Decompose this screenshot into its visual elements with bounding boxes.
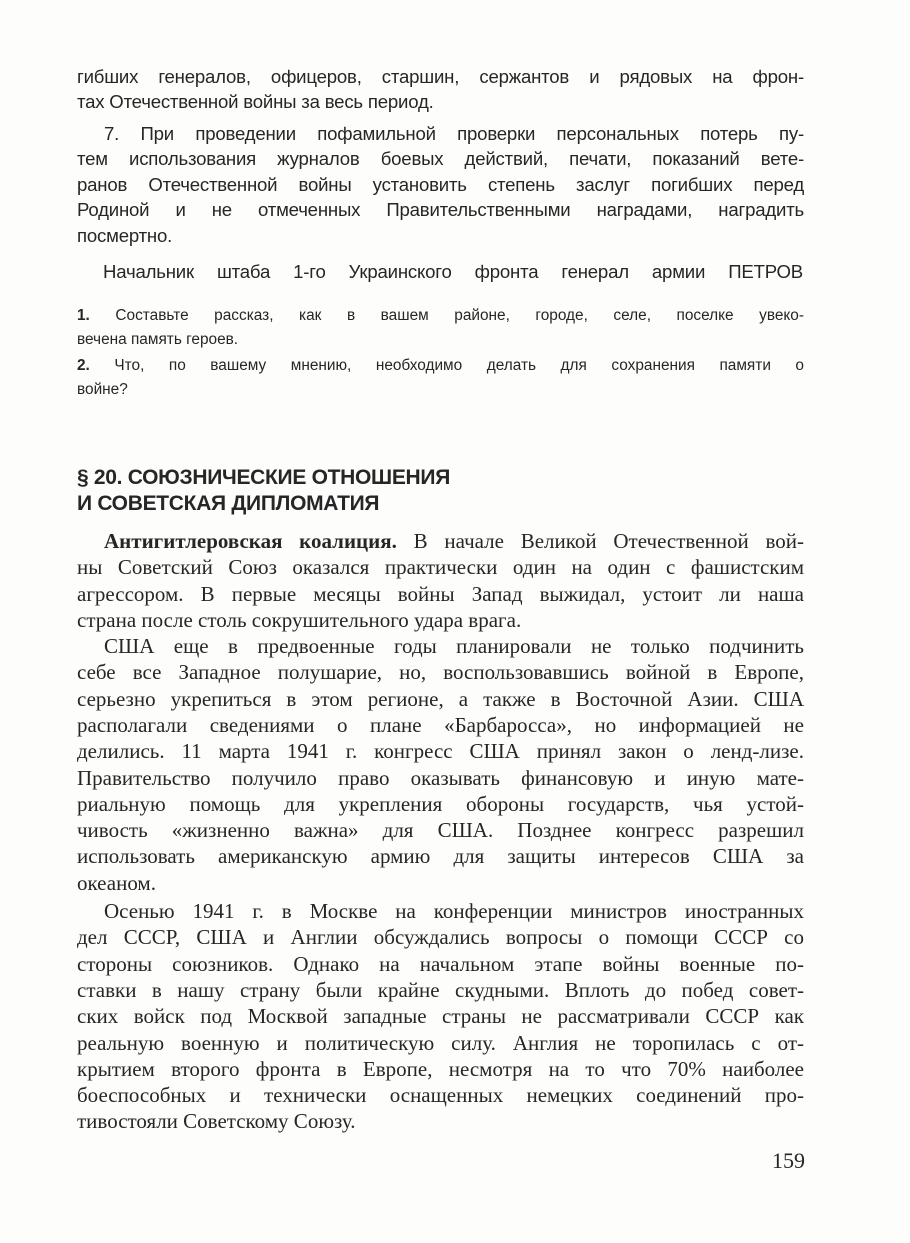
body-line: боеспособных и технически оснащенных немецких соединений про- xyxy=(77,1083,804,1108)
section-heading-line: § 20. СОЮЗНИЧЕСКИЕ ОТНОШЕНИЯ xyxy=(77,466,450,489)
body-line: серьезно укрепиться в этом регионе, а также в Восточной Азии. США xyxy=(77,686,804,711)
question-text: Составьте рассказ, как в вашем районе, городе, селе, поселке увеко- xyxy=(115,307,804,324)
question-line: войне? xyxy=(77,381,128,398)
body-line: использовать американскую армию для защиты интересов США за xyxy=(77,844,804,869)
text-line: 7. При проведении пофамильной проверки персональных потерь пу- xyxy=(104,123,804,144)
body-line: тивостояли Советскому Союзу. xyxy=(77,1109,356,1134)
section-heading xyxy=(77,465,450,517)
body-line: океаном. xyxy=(77,870,156,895)
text-line: тах Отечественной войны за весь период. xyxy=(77,91,434,113)
text-line: ранов Отечественной войны установить степень заслуг погибших перед xyxy=(77,173,804,195)
body-line: чивость «жизненно важна» для США. Позднее конгресс разрешил xyxy=(77,818,804,843)
question-number: 2. xyxy=(77,357,90,374)
question-line xyxy=(77,307,804,325)
body-line: располагали сведениями о плане «Барбаросса», но информацией не xyxy=(77,712,804,737)
body-line: реальную военную и политическую силу. Англия не торопилась с от- xyxy=(77,1030,804,1055)
question-text: Что, по вашему мнению, необходимо делать для сохранения памяти о xyxy=(114,357,804,374)
text-line: тем использования журналов боевых действий, печати, показаний вете- xyxy=(77,148,804,170)
body-line xyxy=(104,529,804,554)
page-number: 159 xyxy=(772,1148,805,1173)
body-line: дел СССР, США и Англии обсуждались вопросы о помощи СССР со xyxy=(77,925,804,950)
question-line xyxy=(77,357,804,375)
body-line: страна после столь сокрушительного удара врага. xyxy=(77,607,522,632)
body-line: стороны союзников. Однако на начальном этапе войны военные по- xyxy=(77,951,804,976)
section-heading-line: И СОВЕТСКАЯ ДИПЛОМАТИЯ xyxy=(77,492,380,515)
body-line: Осенью 1941 г. в Москве на конференции министров иностранных xyxy=(104,899,804,923)
question-line: вечена память героев. xyxy=(77,331,239,348)
question-number: 1. xyxy=(77,307,90,324)
body-line: крытием второго фронта в Европе, несмотря на то что 70% наиболее xyxy=(77,1056,804,1081)
body-line: риальную помощь для укрепления обороны государств, чья устой- xyxy=(77,791,804,816)
text-line: Родиной и не отмеченных Правительственными наградами, наградить xyxy=(77,199,804,221)
paragraph-lead: Антигитлеровская коалиция. xyxy=(104,529,397,553)
body-line: делились. 11 марта 1941 г. конгресс США принял закон о ленд-лизе. xyxy=(77,739,804,764)
text-line: гибших генералов, офицеров, старшин, сержантов и рядовых на фрон- xyxy=(77,66,804,87)
body-line: ны Советский Союз оказался практически один на один с фашистским xyxy=(77,555,804,580)
text-line: посмертно. xyxy=(77,224,173,246)
body-line: ских войск под Москвой западные страны не рассматривали СССР как xyxy=(77,1004,804,1029)
body-line: себе все Западное полушарие, но, воспользовавшись войной в Европе, xyxy=(77,660,804,685)
signature-line: Начальник штаба 1-го Украинского фронта генерал армии ПЕТРОВ xyxy=(103,261,803,282)
body-line: Правительство получило право оказывать финансовую и иную мате- xyxy=(77,765,804,790)
body-line: агрессором. В первые месяцы войны Запад выжидал, устоит ли наша xyxy=(77,581,804,606)
body-line: ставки в нашу страну были крайне скудными. Вплоть до побед совет- xyxy=(77,977,804,1002)
body-text: В начале Великой Отечественной вой- xyxy=(396,529,804,553)
body-line: США еще в предвоенные годы планировали не только подчинить xyxy=(104,634,804,658)
